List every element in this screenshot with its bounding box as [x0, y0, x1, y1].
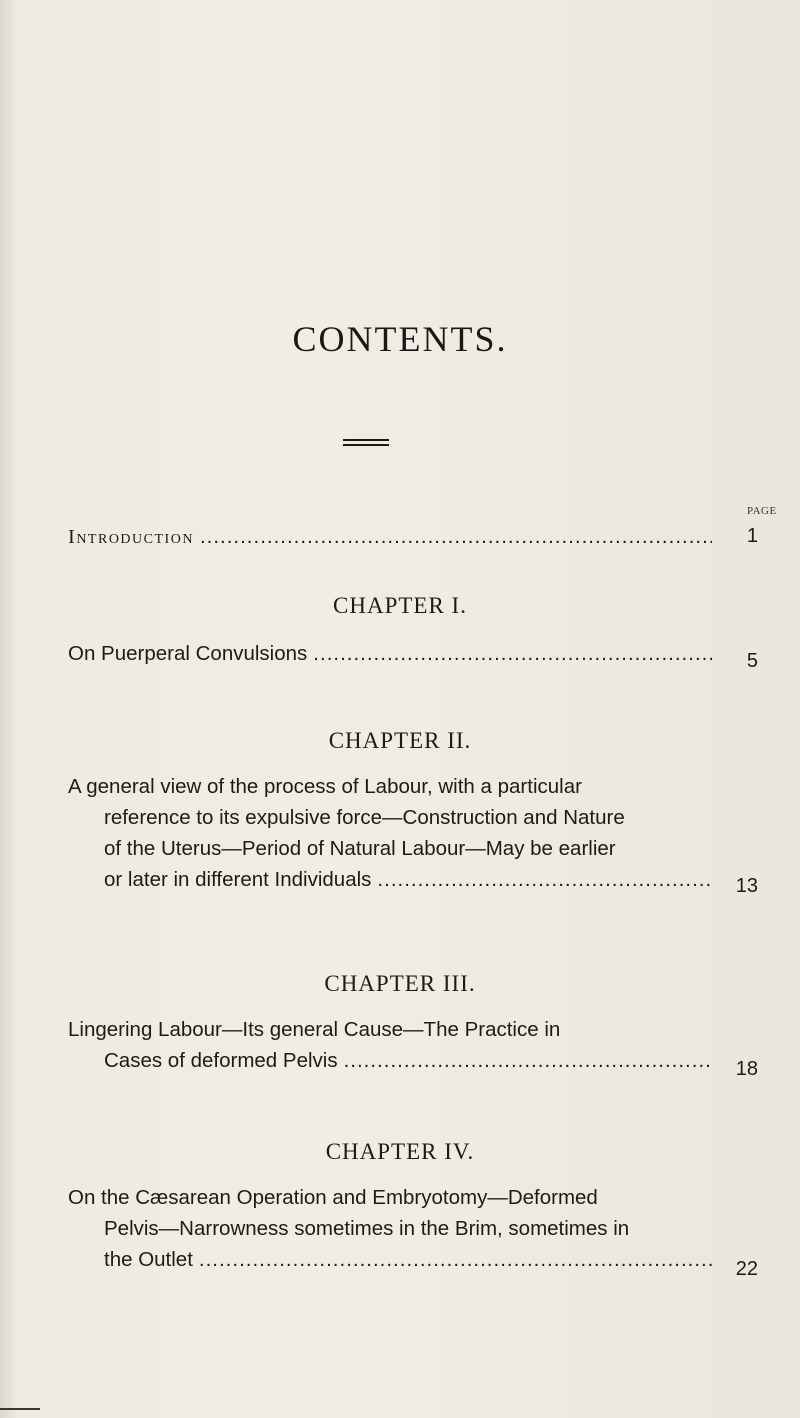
toc-entry-chapter-3	[68, 1014, 758, 1080]
toc-entry-chapter-1	[68, 638, 758, 672]
toc-entry-line	[68, 638, 758, 669]
page-column-label: PAGE	[747, 505, 777, 517]
toc-page-number: 5	[746, 650, 758, 672]
page-title: CONTENTS.	[292, 319, 508, 359]
toc-entry-line	[68, 1045, 758, 1076]
chapter-heading-3: CHAPTER III.	[324, 971, 476, 996]
toc-entry-text-line-2: Pelvis—Narrowness sometimes in the Brim, sometimes in	[104, 1217, 630, 1240]
toc-entry-introduction	[68, 521, 758, 553]
toc-entry-text-line-4: or later in different Individuals	[104, 868, 372, 891]
toc-entry-text: On Puerperal Convulsions	[68, 642, 308, 665]
chapter-heading-2: CHAPTER II.	[328, 728, 472, 753]
toc-entry-text-line-1: On the Cæsarean Operation and Embryotomy—Deformed	[68, 1186, 598, 1209]
dot-leader	[344, 1045, 712, 1076]
toc-entry-text: Introduction	[68, 526, 194, 548]
dot-leader	[200, 521, 712, 552]
toc-page-number: 18	[735, 1058, 758, 1080]
chapter-heading-4: CHAPTER IV.	[325, 1139, 475, 1164]
toc-entry-line	[68, 1244, 758, 1275]
toc-page-number: 22	[735, 1258, 758, 1280]
toc-entry-chapter-2	[68, 771, 758, 895]
dot-leader	[377, 864, 712, 895]
toc-entry-text-line-2: Cases of deformed Pelvis	[104, 1049, 338, 1072]
toc-entry-line	[68, 864, 758, 895]
toc-page-number: 1	[746, 525, 758, 547]
page-gutter-shadow	[0, 0, 18, 1418]
chapter-heading-1: CHAPTER I.	[333, 593, 467, 618]
toc-entry-text-line-3: the Outlet	[104, 1248, 193, 1271]
page-edge-line	[0, 1408, 40, 1410]
dot-leader	[313, 638, 712, 669]
toc-entry-text-line-1: A general view of the process of Labour, with a particular	[68, 775, 582, 798]
dot-leader	[199, 1244, 712, 1275]
title-double-rule	[343, 439, 389, 447]
toc-entry-line	[68, 521, 758, 553]
toc-entry-text-line-1: Lingering Labour—Its general Cause—The Practice in	[68, 1018, 561, 1041]
toc-page-number: 13	[735, 875, 758, 897]
toc-entry-text-line-3: of the Uterus—Period of Natural Labour—May be earlier	[104, 837, 616, 860]
toc-entry-chapter-4	[68, 1182, 758, 1280]
toc-entry-text-line-2: reference to its expulsive force—Construction and Nature	[104, 806, 625, 829]
